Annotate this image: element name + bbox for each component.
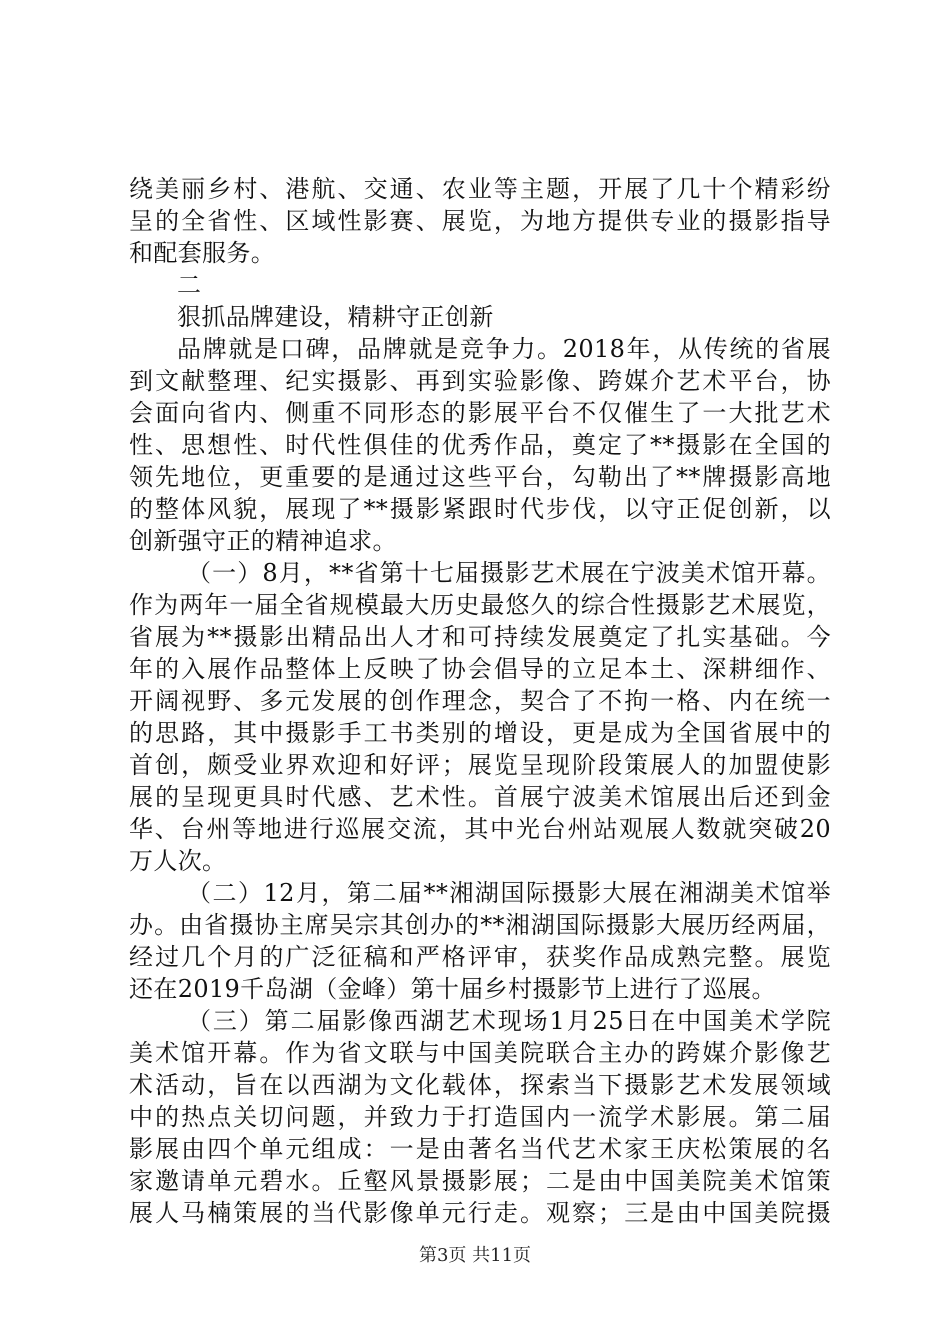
text-line: 的思路，其中摄影手工书类别的增设，更是成为全国省展中的 [129, 719, 831, 747]
text-line: 还在2019千岛湖（金峰）第十届乡村摄影节上进行了巡展。 [129, 975, 776, 1003]
page-number: 第3页 共11页 [418, 1245, 532, 1266]
text-line: 术活动，旨在以西湖为文化载体，探索当下摄影艺术发展领域 [129, 1071, 831, 1099]
text-line: 年的入展作品整体上反映了协会倡导的立足本土、深耕细作、 [129, 655, 831, 683]
text-line: 开阔视野、多元发展的创作理念，契合了不拘一格、内在统一 [129, 687, 831, 715]
text-line: 品牌就是口碑，品牌就是竞争力。2018年，从传统的省展 [177, 335, 831, 363]
section-number: 二 [177, 271, 202, 299]
text-line: 的整体风貌，展现了**摄影紧跟时代步伐，以守正促创新，以 [129, 495, 831, 523]
text-line: 美术馆开幕。作为省文联与中国美院联合主办的跨媒介影像艺 [129, 1039, 831, 1067]
text-line: 性、思想性、时代性俱佳的优秀作品，奠定了**摄影在全国的 [129, 431, 831, 459]
text-line: 家邀请单元碧水。丘壑风景摄影展；二是由中国美院美术馆策 [129, 1167, 831, 1195]
text-line: 到文献整理、纪实摄影、再到实验影像、跨媒介艺术平台，协 [129, 367, 831, 395]
text-line: 首创，颇受业界欢迎和好评；展览呈现阶段策展人的加盟使影 [129, 751, 831, 779]
text-line: 经过几个月的广泛征稿和严格评审，获奖作品成熟完整。展览 [129, 943, 831, 971]
text-line: （三）第二届影像西湖艺术现场1月25日在中国美术学院 [187, 1007, 831, 1035]
document-body [129, 173, 831, 1229]
text-line: 会面向省内、侧重不同形态的影展平台不仅催生了一大批艺术 [129, 399, 831, 427]
text-line: 华、台州等地进行巡展交流，其中光台州站观展人数就突破20 [129, 815, 831, 843]
page-footer [0, 1244, 950, 1268]
text-line: 办。由省摄协主席吴宗其创办的**湘湖国际摄影大展历经两届， [129, 911, 831, 939]
text-line: 和配套服务。 [129, 239, 276, 267]
text-line: 展人马楠策展的当代影像单元行走。观察；三是由中国美院摄 [129, 1199, 831, 1227]
section-heading: 狠抓品牌建设，精耕守正创新 [177, 303, 494, 331]
text-line: （二）12月，第二届**湘湖国际摄影大展在湘湖美术馆举 [187, 879, 831, 907]
text-line: 绕美丽乡村、港航、交通、农业等主题，开展了几十个精彩纷 [129, 175, 831, 203]
text-line: 创新强守正的精神追求。 [129, 527, 397, 555]
text-line: 省展为**摄影出精品出人才和可持续发展奠定了扎实基础。今 [129, 623, 831, 651]
text-line: 呈的全省性、区域性影赛、展览，为地方提供专业的摄影指导 [129, 207, 831, 235]
text-line: 万人次。 [129, 847, 227, 875]
text-line: 展的呈现更具时代感、艺术性。首展宁波美术馆展出后还到金 [129, 783, 831, 811]
text-line: 作为两年一届全省规模最大历史最悠久的综合性摄影艺术展览， [129, 591, 831, 619]
text-line: （一）8月，**省第十七届摄影艺术展在宁波美术馆开幕。 [187, 559, 831, 587]
text-line: 影展由四个单元组成：一是由著名当代艺术家王庆松策展的名 [129, 1135, 831, 1163]
text-line: 中的热点关切问题，并致力于打造国内一流学术影展。第二届 [129, 1103, 831, 1131]
text-line: 领先地位，更重要的是通过这些平台，勾勒出了**牌摄影高地 [129, 463, 831, 491]
